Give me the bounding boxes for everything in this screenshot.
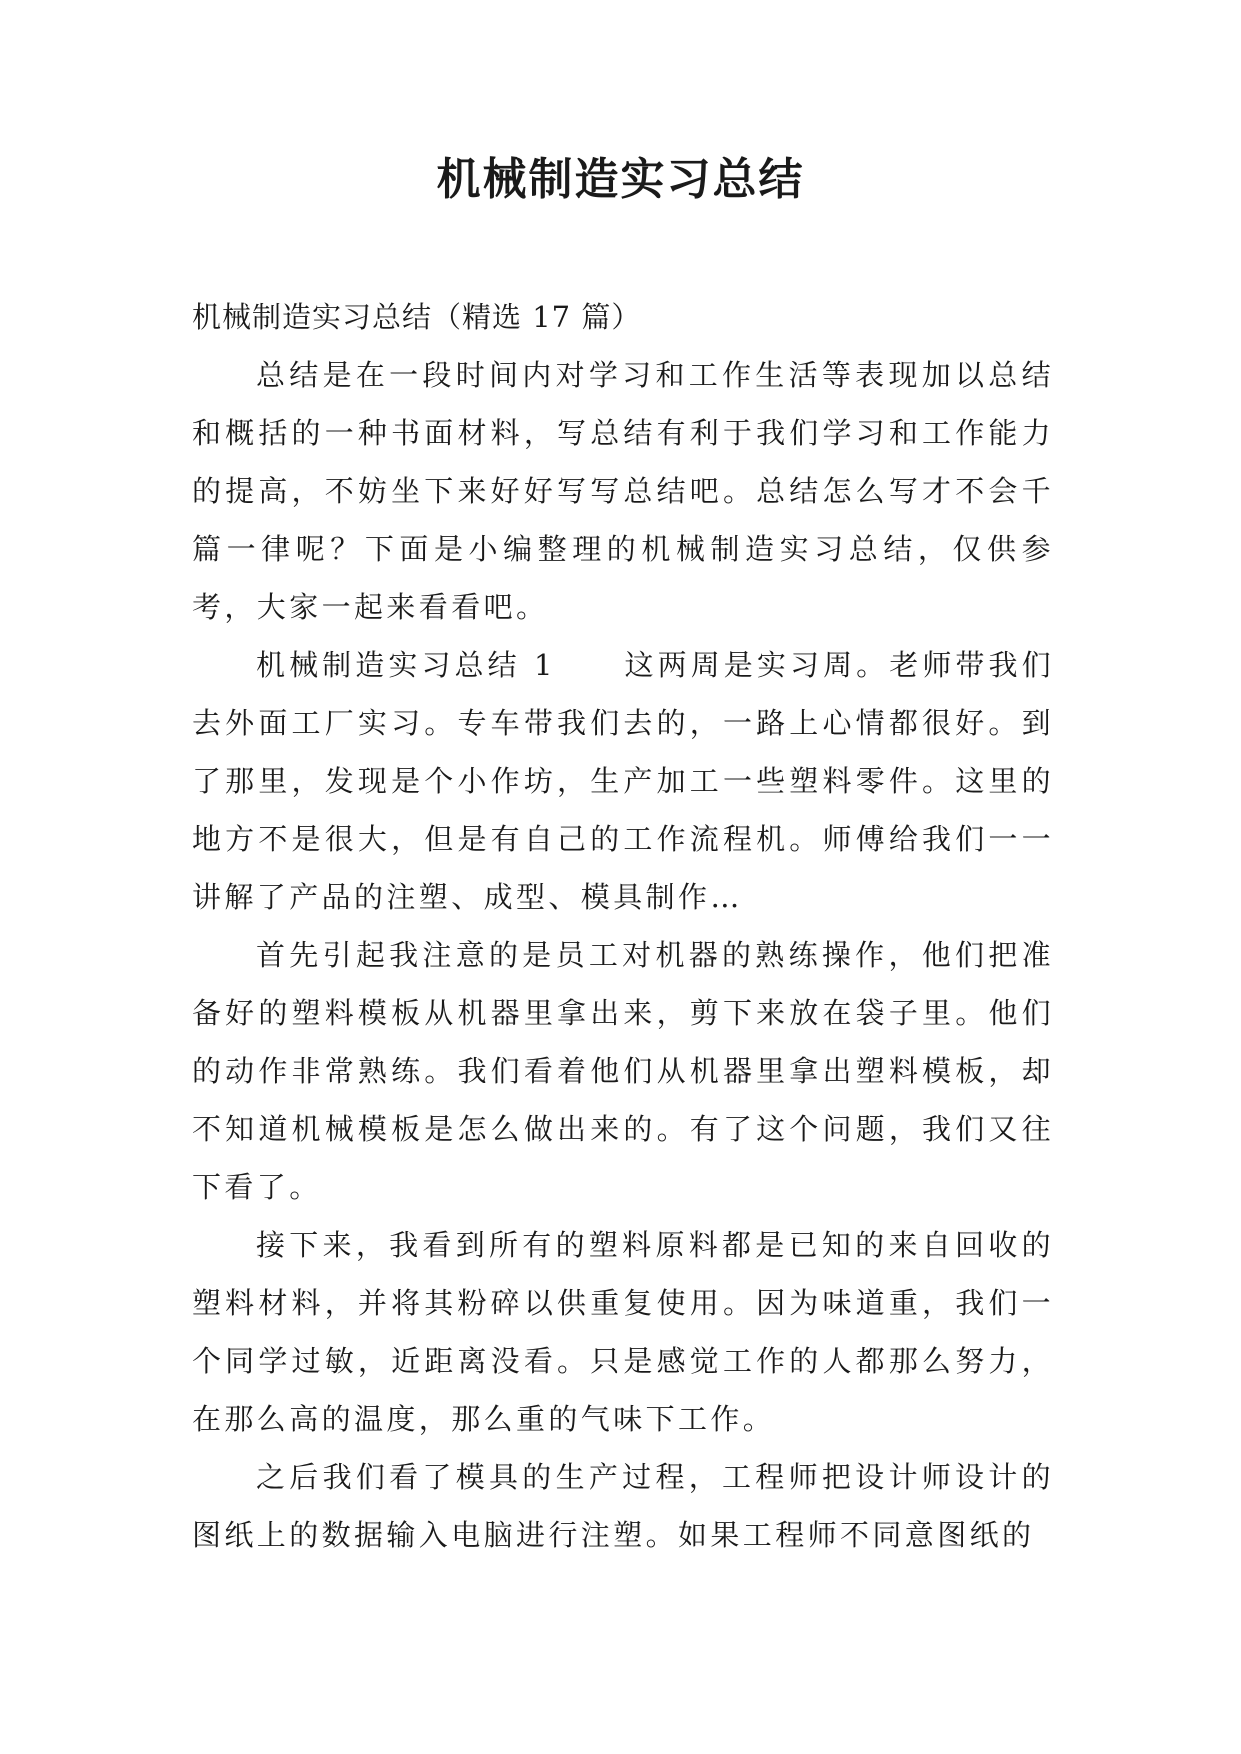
intro-paragraph: 总结是在一段时间内对学习和工作生活等表现加以总结和概括的一种书面材料，写总结有利于我们学习和工作能力的提高，不妨坐下来好好写写总结吧。总结怎么写才不会千篇一律呢？下面是小编整理的机械制造实习总结，仅供参考，大家一起来看看吧。 bbox=[192, 358, 1054, 624]
section-1-text: 这两周是实习周。老师带我们去外面工厂实习。专车带我们去的，一路上心情都很好。到了那里，发现是个小作坊，生产加工一些塑料零件。这里的地方不是很大，但是有自己的工作流程机。师傅给我们一一讲解了产品的注塑、成型、模具制作… bbox=[192, 648, 1054, 914]
body-paragraph: 之后我们看了模具的生产过程，工程师把设计师设计的图纸上的数据输入电脑进行注塑。如果工程师不同意图纸的 bbox=[192, 1460, 1054, 1552]
document-body bbox=[192, 288, 1054, 1564]
body-paragraph: 接下来，我看到所有的塑料原料都是已知的来自回收的塑料材料，并将其粉碎以供重复使用。因为味道重，我们一个同学过敏，近距离没看。只是感觉工作的人都那么努力，在那么高的温度，那么重的气味下工作。 bbox=[192, 1228, 1054, 1436]
document-subtitle: 机械制造实习总结（精选 17 篇） bbox=[192, 300, 642, 334]
body-paragraph: 首先引起我注意的是员工对机器的熟练操作，他们把准备好的塑料模板从机器里拿出来，剪下来放在袋子里。他们的动作非常熟练。我们看着他们从机器里拿出塑料模板，却不知道机械模板是怎么做出来的。有了这个问题，我们又往下看了。 bbox=[192, 938, 1054, 1204]
document-title: 机械制造实习总结 bbox=[436, 154, 805, 205]
section-1-heading: 机械制造实习总结 1 bbox=[256, 648, 556, 682]
section-1-paragraph bbox=[192, 636, 1054, 926]
